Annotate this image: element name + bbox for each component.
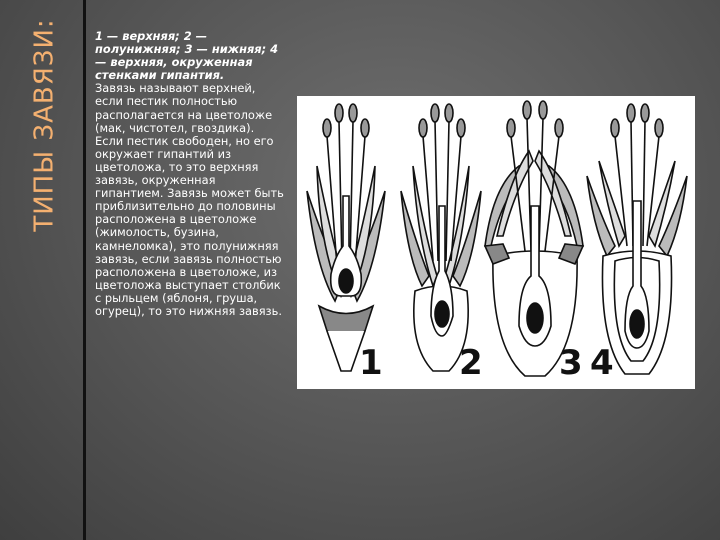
flower-4-drawing bbox=[587, 104, 687, 374]
flower-label-1: 1 bbox=[359, 343, 383, 383]
body-paragraph: Завязь называют верхней, если пестик полностью располагается на цветоложе (мак, чистотел, гвоздика). Если пестик свободен, но его окружает гипантий из цветоложа, то это верхняя завязь, окруженная гипантием. Завязь может быть приблизительно до половины расположена в цветоложе (жимолость, бузина, камнеломка), это полунижняя завязь, если завязь полностью расположена в цветоложе, из цветоложа выступает столбик с рыльцем (яблоня, груша, огурец), то это нижняя завязь. bbox=[95, 81, 284, 318]
description-text bbox=[95, 30, 285, 318]
flower-label-4: 4 bbox=[590, 343, 614, 383]
flower-3-drawing bbox=[485, 101, 583, 376]
slide-title-container bbox=[10, 10, 80, 240]
flower-2-drawing bbox=[401, 104, 481, 371]
ovary-types-diagram bbox=[297, 96, 695, 389]
vertical-divider-line bbox=[83, 0, 86, 540]
ovary-types-illustration bbox=[297, 96, 695, 389]
flower-label-2: 2 bbox=[459, 343, 483, 383]
figure-caption: 1 — верхняя; 2 — полунижняя; 3 — нижняя; 4 — верхняя, окруженная стенками гипантия. bbox=[95, 29, 279, 83]
flower-1-drawing bbox=[307, 104, 385, 371]
slide-title: ТИПЫ ЗАВЯЗИ: bbox=[30, 18, 61, 232]
flower-label-3: 3 bbox=[559, 343, 583, 383]
